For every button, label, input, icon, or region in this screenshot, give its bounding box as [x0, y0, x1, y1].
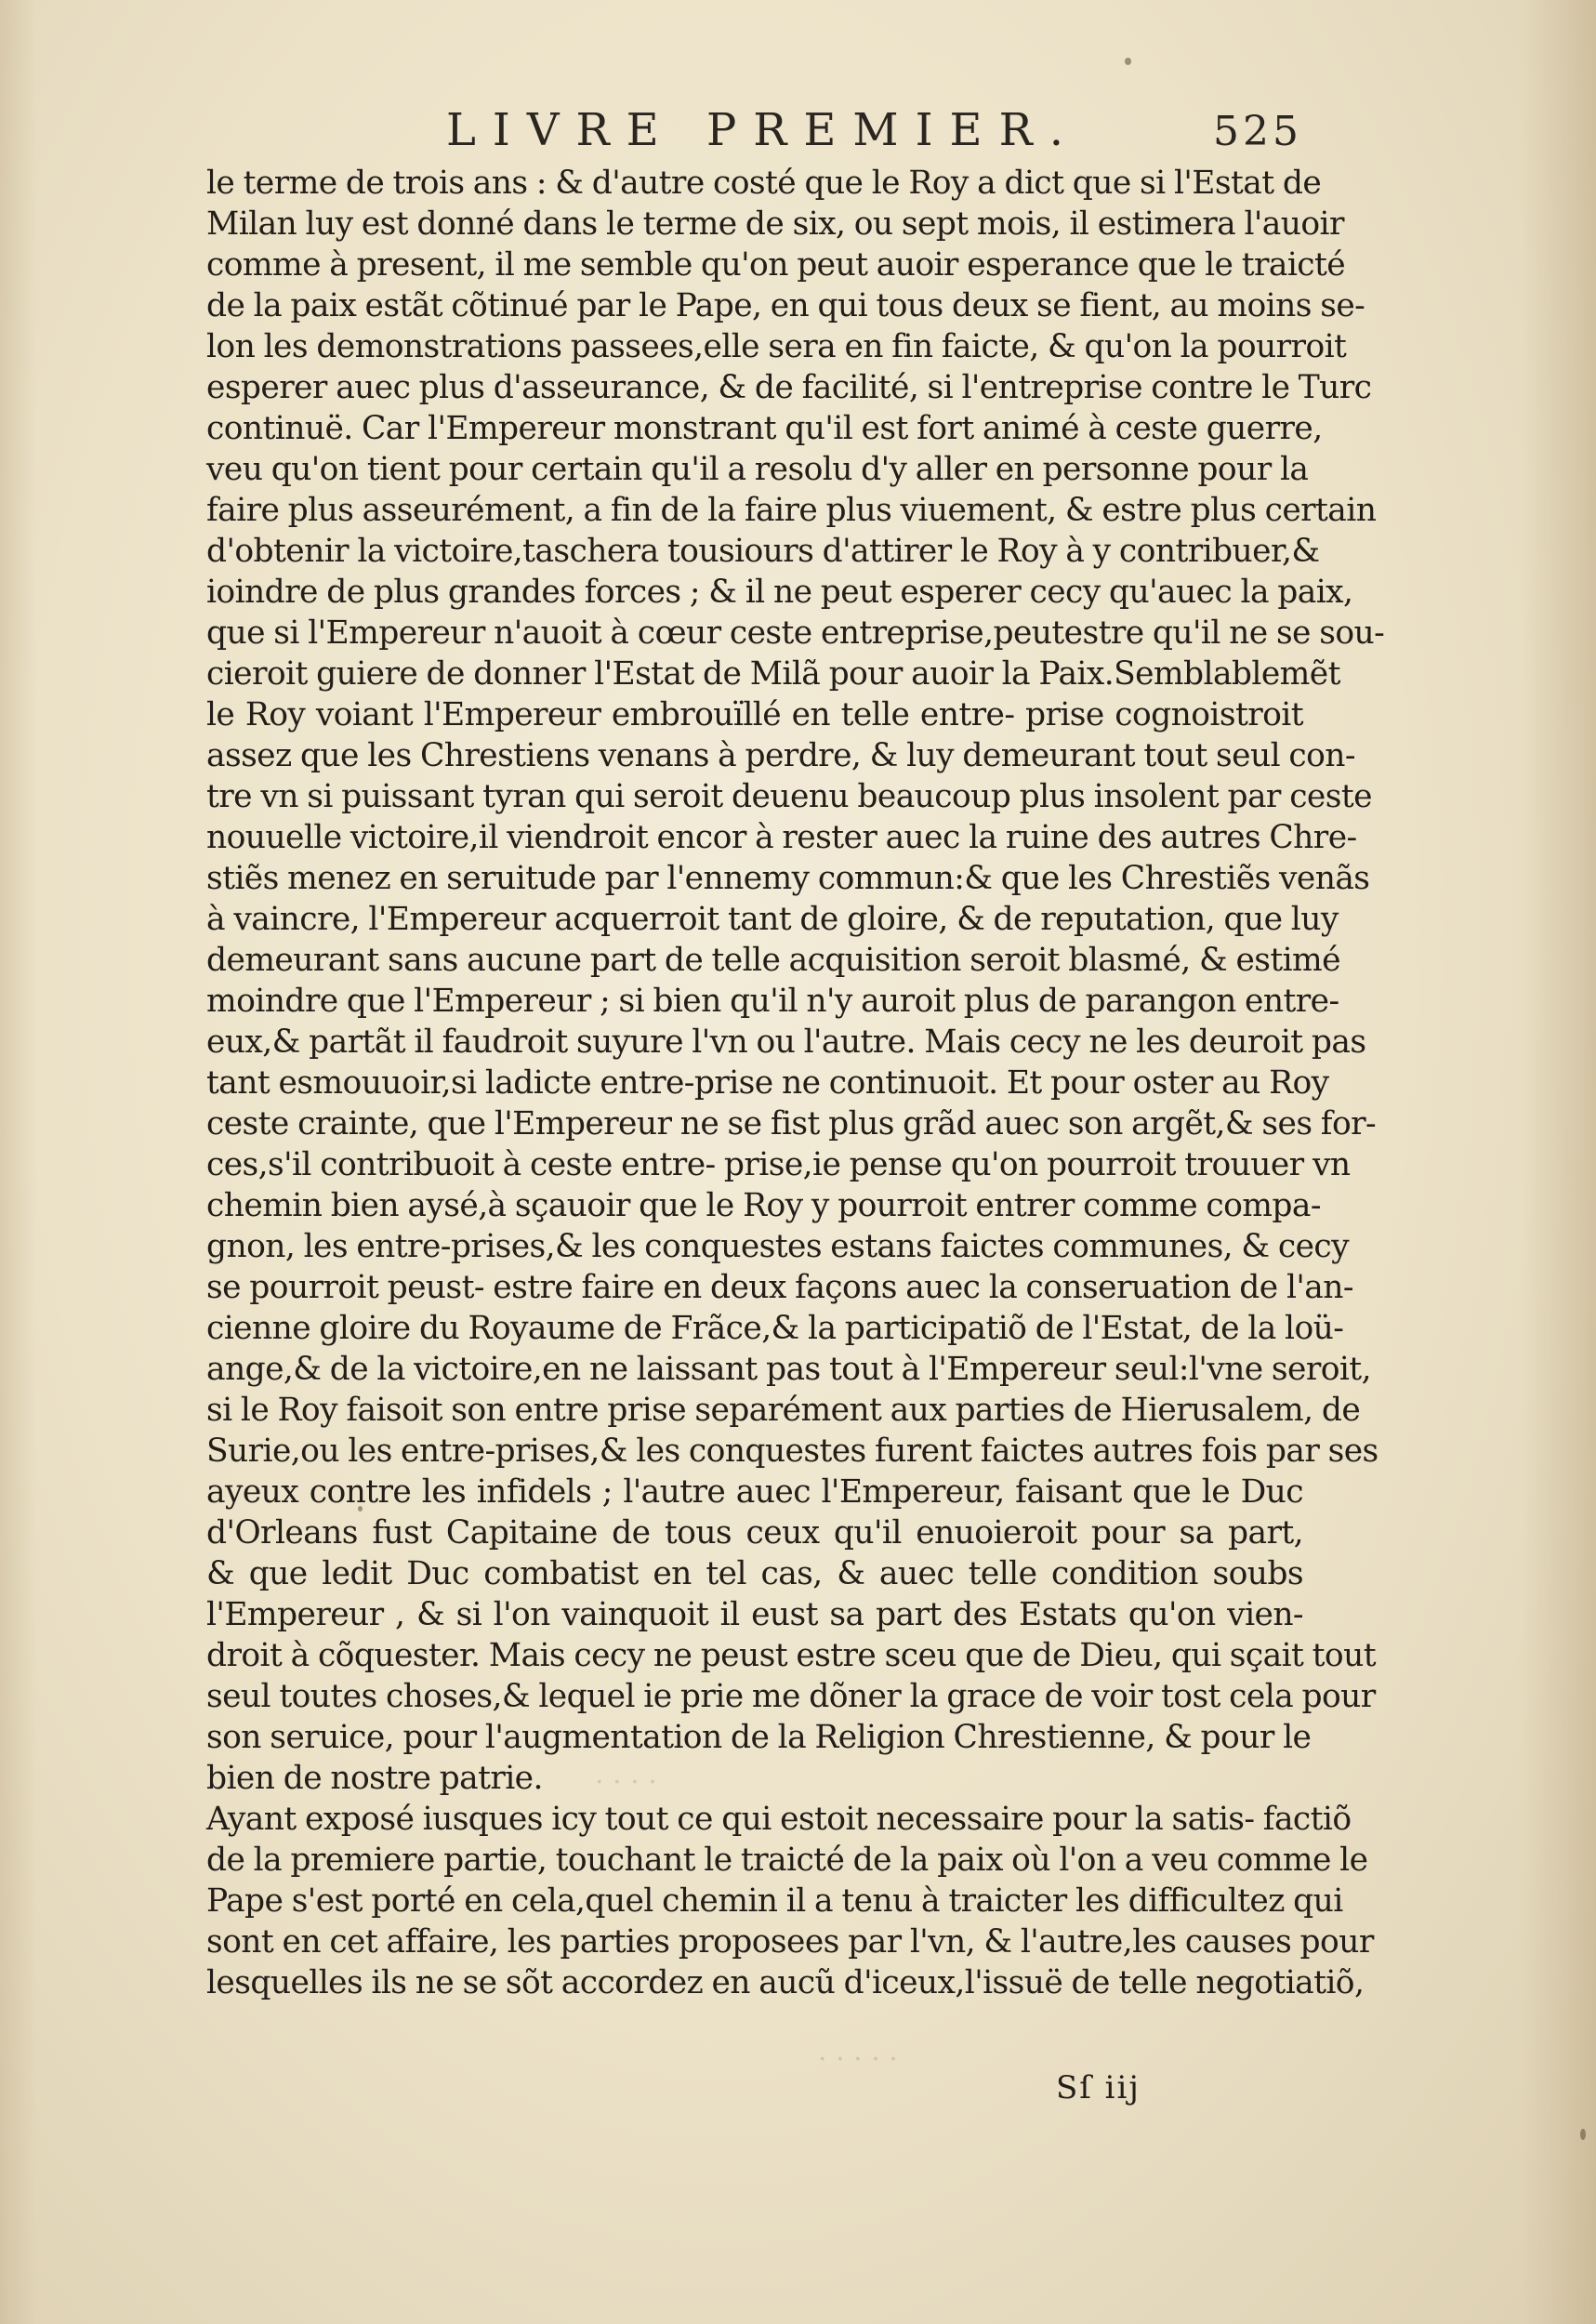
text-line: cieroit guiere de donner l'Estat de Milã pour auoir la Paix.Semblablemẽt — [206, 655, 1340, 693]
running-head: LIVRE PREMIER. — [446, 104, 1080, 156]
page-edge-shading-right — [1522, 0, 1596, 2324]
text-line: de la paix estãt cõtinué par le Pape, en qui tous deux se fient, au moins se- — [206, 287, 1365, 324]
text-line: droit à cõquester. Mais cecy ne peust estre sceu que de Dieu, qui sçait tout — [206, 1637, 1376, 1674]
ink-speck — [1125, 58, 1131, 65]
text-line: tant esmouuoir,si ladicte entre-prise ne continuoit. Et pour oster au Roy — [206, 1064, 1329, 1102]
text-line: se pourroit peust- estre faire en deux façons auec la conseruation de l'an- — [206, 1269, 1353, 1306]
text-line: stiẽs menez en seruitude par l'ennemy commun:& que les Chrestiẽs venãs — [206, 860, 1370, 897]
text-line: seul toutes choses,& lequel ie prie me dõner la grace de voir tost cela pour — [206, 1678, 1376, 1715]
show-through-ink: · · · · — [595, 1766, 657, 1799]
body-text — [206, 163, 1385, 2003]
text-line: le terme de trois ans : & d'autre costé que le Roy a dict que si l'Estat de — [206, 165, 1322, 202]
text-line: ioindre de plus grandes forces ; & il ne peut esperer cecy qu'auec la paix, — [206, 574, 1353, 611]
text-line: lon les demonstrations passees,elle sera en fin faicte, & qu'on la pourroit — [206, 328, 1347, 365]
text-line: ces,s'il contribuoit à ceste entre- prise,ie pense qu'on pourroit trouuer vn — [206, 1146, 1351, 1183]
text-line: que si l'Empereur n'auoit à cœur ceste entreprise,peutestre qu'il ne se sou- — [206, 614, 1385, 652]
text-line: Pape s'est porté en cela,quel chemin il a tenu à traicter les difficultez qui — [206, 1882, 1343, 1920]
text-line: le Roy voiant l'Empereur embrouïllé en telle entre- prise cognoistroit — [206, 696, 1303, 733]
text-line: moindre que l'Empereur ; si bien qu'il n'y auroit plus de parangon entre- — [206, 983, 1339, 1020]
text-line: continuë. Car l'Empereur monstrant qu'il est fort animé à ceste guerre, — [206, 410, 1323, 447]
text-line: ceste crainte, que l'Empereur ne se fist plus grãd auec son argẽt,& ses for- — [206, 1105, 1377, 1142]
text-line: l'Empereur , & si l'on vainquoit il eust sa part des Estats qu'on vien- — [206, 1596, 1303, 1633]
text-line: & que ledit Duc combatist en tel cas, & auec telle condition soubs — [206, 1555, 1303, 1592]
text-line: d'obtenir la victoire,taschera tousiours d'attirer le Roy à y contribuer,& — [206, 533, 1320, 570]
text-line: Milan luy est donné dans le terme de six, ou sept mois, il estimera l'auoir — [206, 205, 1344, 243]
text-line: nouuelle victoire,il viendroit encor à rester auec la ruine des autres Chre- — [206, 819, 1357, 856]
text-line: Surie,ou les entre-prises,& les conquestes furent faictes autres fois par ses — [206, 1433, 1378, 1470]
text-line: demeurant sans aucune part de telle acquisition seroit blasmé, & estimé — [206, 942, 1340, 979]
text-line: d'Orleans fust Capitaine de tous ceux qu'il enuoieroit pour sa part, — [206, 1514, 1303, 1552]
text-line: cienne gloire du Royaume de Frãce,& la participatiõ de l'Estat, de la loü- — [206, 1310, 1344, 1347]
text-line: ayeux contre les infidels ; l'autre auec l'Empereur, faisant que le Duc — [206, 1473, 1303, 1511]
signature-mark: Sſ iij — [1056, 2069, 1141, 2106]
show-through-ink: · · · · · — [818, 2043, 898, 2076]
text-line: eux,& partãt il faudroit suyure l'vn ou l'autre. Mais cecy ne les deuroit pas — [206, 1023, 1366, 1061]
text-line: veu qu'on tient pour certain qu'il a resolu d'y aller en personne pour la — [206, 451, 1309, 488]
text-line: tre vn si puissant tyran qui seroit deuenu beaucoup plus insolent par ceste — [206, 778, 1372, 815]
text-line: son seruice, pour l'augmentation de la Religion Chrestienne, & pour le — [206, 1719, 1312, 1756]
text-line: gnon, les entre-prises,& les conquestes estans faictes communes, & cecy — [206, 1228, 1350, 1265]
ink-speck — [1580, 2129, 1586, 2140]
text-line: lesquelles ils ne se sõt accordez en aucũ d'iceux,l'issuë de telle negotiatiõ, — [206, 1964, 1365, 2001]
text-line: ange,& de la victoire,en ne laissant pas tout à l'Empereur seul:l'vne seroit, — [206, 1351, 1371, 1388]
text-line: esperer auec plus d'asseurance, & de facilité, si l'entreprise contre le Turc — [206, 369, 1372, 406]
text-line: comme à present, il me semble qu'on peut auoir esperance que le traicté — [206, 246, 1346, 284]
text-line: sont en cet affaire, les parties proposees par l'vn, & l'autre,les causes pour — [206, 1923, 1374, 1961]
text-line: si le Roy faisoit son entre prise separément aux parties de Hierusalem, de — [206, 1392, 1361, 1429]
text-line: à vaincre, l'Empereur acquerroit tant de gloire, & de reputation, que luy — [206, 901, 1339, 938]
text-line: de la premiere partie, touchant le traicté de la paix où l'on a veu comme le — [206, 1842, 1368, 1879]
text-line: chemin bien aysé,à sçauoir que le Roy y pourroit entrer comme compa- — [206, 1187, 1321, 1224]
paragraph-start-line: Ayant exposé iusques icy tout ce qui estoit necessaire pour la satis- factiõ — [206, 1801, 1352, 1838]
text-line: faire plus asseurément, a fin de la faire plus viuement, & estre plus certain — [206, 492, 1377, 529]
page-number: 525 — [1213, 108, 1302, 155]
text-line: bien de nostre patrie. — [206, 1760, 543, 1797]
text-line: assez que les Chrestiens venans à perdre, & luy demeurant tout seul con- — [206, 737, 1355, 774]
page-edge-shading-left — [0, 0, 37, 2324]
